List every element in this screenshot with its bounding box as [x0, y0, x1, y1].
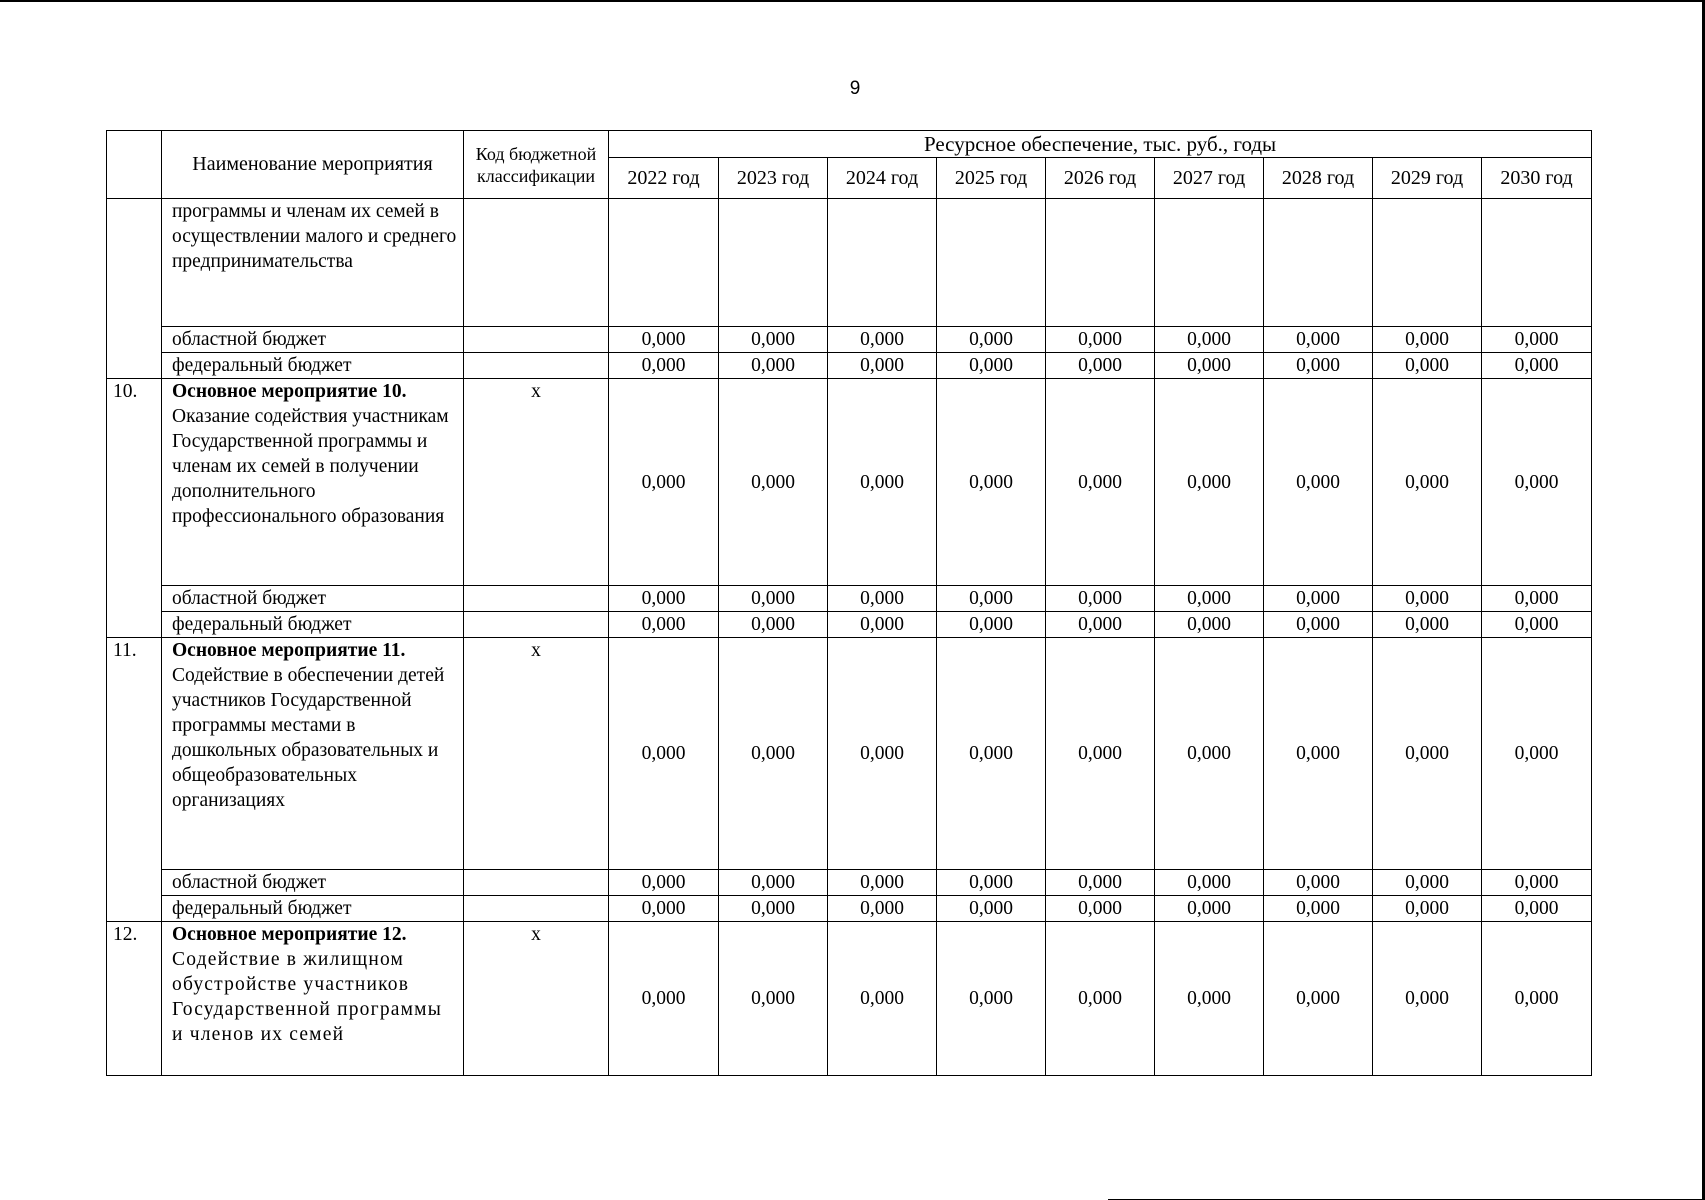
value-cell: 0,000: [828, 638, 937, 870]
value-cell: 0,000: [719, 586, 828, 612]
value-cell: 0,000: [719, 353, 828, 379]
value-cell: 0,000: [828, 586, 937, 612]
value-cell: 0,000: [1046, 870, 1155, 896]
value-cell: 0,000: [719, 922, 828, 1076]
value-cell: 0,000: [937, 896, 1046, 922]
table-row: [107, 922, 1592, 1076]
activity-title: Основное мероприятие 12.: [172, 924, 407, 945]
value-cell: 0,000: [719, 896, 828, 922]
value-cell: 0,000: [1373, 586, 1482, 612]
value-cell: 0,000: [937, 638, 1046, 870]
value-cell: 0,000: [1482, 896, 1592, 922]
value-cell: 0,000: [1155, 327, 1264, 353]
value-cell: 0,000: [1482, 922, 1592, 1076]
header-year: 2029 год: [1373, 158, 1482, 199]
value-cell: 0,000: [937, 870, 1046, 896]
value-cell: 0,000: [1373, 612, 1482, 638]
header-year: 2024 год: [828, 158, 937, 199]
value-cell: 0,000: [1482, 870, 1592, 896]
value-cell: 0,000: [719, 612, 828, 638]
activity-description: Содействие в жилищном обустройстве участников Государственной программы и членов их семей: [172, 949, 443, 1045]
budget-table: [106, 130, 1592, 1076]
value-cell: 0,000: [1482, 612, 1592, 638]
value-cell: 0,000: [1046, 896, 1155, 922]
table-row: [107, 612, 1592, 638]
value-cell: 0,000: [609, 586, 719, 612]
table-row: [107, 896, 1592, 922]
table-row: [107, 327, 1592, 353]
row-number: 10.: [107, 379, 162, 638]
table-row: [107, 586, 1592, 612]
value-cell: 0,000: [1482, 327, 1592, 353]
value-cell: 0,000: [1373, 922, 1482, 1076]
value-cell: 0,000: [1046, 612, 1155, 638]
code-cell: х: [464, 638, 609, 870]
activity-title: Основное мероприятие 11.: [172, 640, 406, 661]
page-border-top: [0, 0, 1705, 2]
value-cell: 0,000: [828, 353, 937, 379]
value-cell: 0,000: [1155, 922, 1264, 1076]
header-year: 2028 год: [1264, 158, 1373, 199]
value-cell: 0,000: [1264, 638, 1373, 870]
value-cell: 0,000: [719, 379, 828, 586]
header-year: 2030 год: [1482, 158, 1592, 199]
value-cell: 0,000: [828, 612, 937, 638]
table-row: [107, 353, 1592, 379]
activity-description: Оказание содействия участникам Государственной программы и членам их семей в получении дополнительного профессионального образования: [172, 406, 449, 527]
value-cell: 0,000: [1482, 379, 1592, 586]
value-cell: 0,000: [1373, 896, 1482, 922]
table-row: [107, 870, 1592, 896]
value-cell: 0,000: [1155, 379, 1264, 586]
header-year: 2022 год: [609, 158, 719, 199]
activity-title: Основное мероприятие 10.: [172, 381, 407, 402]
value-cell: 0,000: [1155, 638, 1264, 870]
value-cell: 0,000: [609, 379, 719, 586]
code-cell: х: [464, 379, 609, 586]
value-cell: 0,000: [609, 896, 719, 922]
value-cell: 0,000: [719, 327, 828, 353]
value-cell: 0,000: [1373, 327, 1482, 353]
value-cell: 0,000: [1155, 586, 1264, 612]
activity-name: [162, 638, 464, 870]
page-number: 9: [849, 78, 861, 99]
value-cell: 0,000: [937, 353, 1046, 379]
activity-name: [162, 922, 464, 1076]
value-cell: 0,000: [1046, 327, 1155, 353]
value-cell: 0,000: [1046, 353, 1155, 379]
value-cell: 0,000: [1264, 922, 1373, 1076]
row-number: 11.: [107, 638, 162, 922]
header-year: 2025 год: [937, 158, 1046, 199]
value-cell: 0,000: [1046, 586, 1155, 612]
value-cell: 0,000: [609, 870, 719, 896]
value-cell: 0,000: [1373, 379, 1482, 586]
source-label: федеральный бюджет: [162, 353, 464, 379]
value-cell: 0,000: [828, 327, 937, 353]
value-cell: 0,000: [1264, 327, 1373, 353]
header-name: Наименование мероприятия: [162, 131, 464, 199]
value-cell: 0,000: [1264, 379, 1373, 586]
activity-description: Содействие в обеспечении детей участников Государственной программы местами в дошкольных образовательных и общеобразовательных организациях: [172, 665, 445, 811]
value-cell: 0,000: [609, 612, 719, 638]
value-cell: 0,000: [1264, 870, 1373, 896]
code-cell: [464, 199, 609, 327]
source-label: областной бюджет: [162, 586, 464, 612]
row-number: 12.: [107, 922, 162, 1076]
value-cell: 0,000: [719, 638, 828, 870]
value-cell: 0,000: [1155, 870, 1264, 896]
code-cell: х: [464, 922, 609, 1076]
value-cell: 0,000: [937, 922, 1046, 1076]
value-cell: 0,000: [1264, 896, 1373, 922]
table-row: [107, 199, 1592, 327]
value-cell: 0,000: [1482, 353, 1592, 379]
value-cell: 0,000: [719, 870, 828, 896]
value-cell: 0,000: [828, 870, 937, 896]
value-cell: 0,000: [828, 896, 937, 922]
value-cell: 0,000: [1046, 379, 1155, 586]
value-cell: 0,000: [1155, 353, 1264, 379]
header-year: 2026 год: [1046, 158, 1155, 199]
value-cell: 0,000: [1482, 638, 1592, 870]
header-year: 2023 год: [719, 158, 828, 199]
value-cell: 0,000: [1264, 612, 1373, 638]
value-cell: 0,000: [937, 327, 1046, 353]
table-row: [107, 638, 1592, 870]
value-cell: 0,000: [828, 379, 937, 586]
value-cell: 0,000: [1155, 896, 1264, 922]
header-number: [107, 131, 162, 199]
activity-name: программы и членам их семей в осуществлении малого и среднего предпринимательства: [162, 199, 464, 327]
value-cell: 0,000: [828, 922, 937, 1076]
row-number-cell: [107, 199, 162, 379]
value-cell: 0,000: [937, 379, 1046, 586]
value-cell: 0,000: [1373, 638, 1482, 870]
source-label: федеральный бюджет: [162, 612, 464, 638]
value-cell: 0,000: [1373, 353, 1482, 379]
value-cell: 0,000: [1482, 586, 1592, 612]
value-cell: 0,000: [1373, 870, 1482, 896]
source-label: областной бюджет: [162, 327, 464, 353]
value-cell: 0,000: [609, 353, 719, 379]
value-cell: 0,000: [1155, 612, 1264, 638]
source-label: областной бюджет: [162, 870, 464, 896]
value-cell: 0,000: [937, 612, 1046, 638]
value-cell: 0,000: [609, 327, 719, 353]
header-year: 2027 год: [1155, 158, 1264, 199]
value-cell: 0,000: [1046, 922, 1155, 1076]
header-resources: Ресурсное обеспечение, тыс. руб., годы: [609, 131, 1592, 158]
header-code: Код бюджетной классификации: [464, 131, 609, 199]
table-row: [107, 379, 1592, 586]
activity-name: [162, 379, 464, 586]
value-cell: 0,000: [937, 586, 1046, 612]
value-cell: 0,000: [1264, 353, 1373, 379]
source-label: федеральный бюджет: [162, 896, 464, 922]
value-cell: 0,000: [609, 638, 719, 870]
value-cell: 0,000: [1046, 638, 1155, 870]
value-cell: 0,000: [609, 922, 719, 1076]
value-cell: 0,000: [1264, 586, 1373, 612]
